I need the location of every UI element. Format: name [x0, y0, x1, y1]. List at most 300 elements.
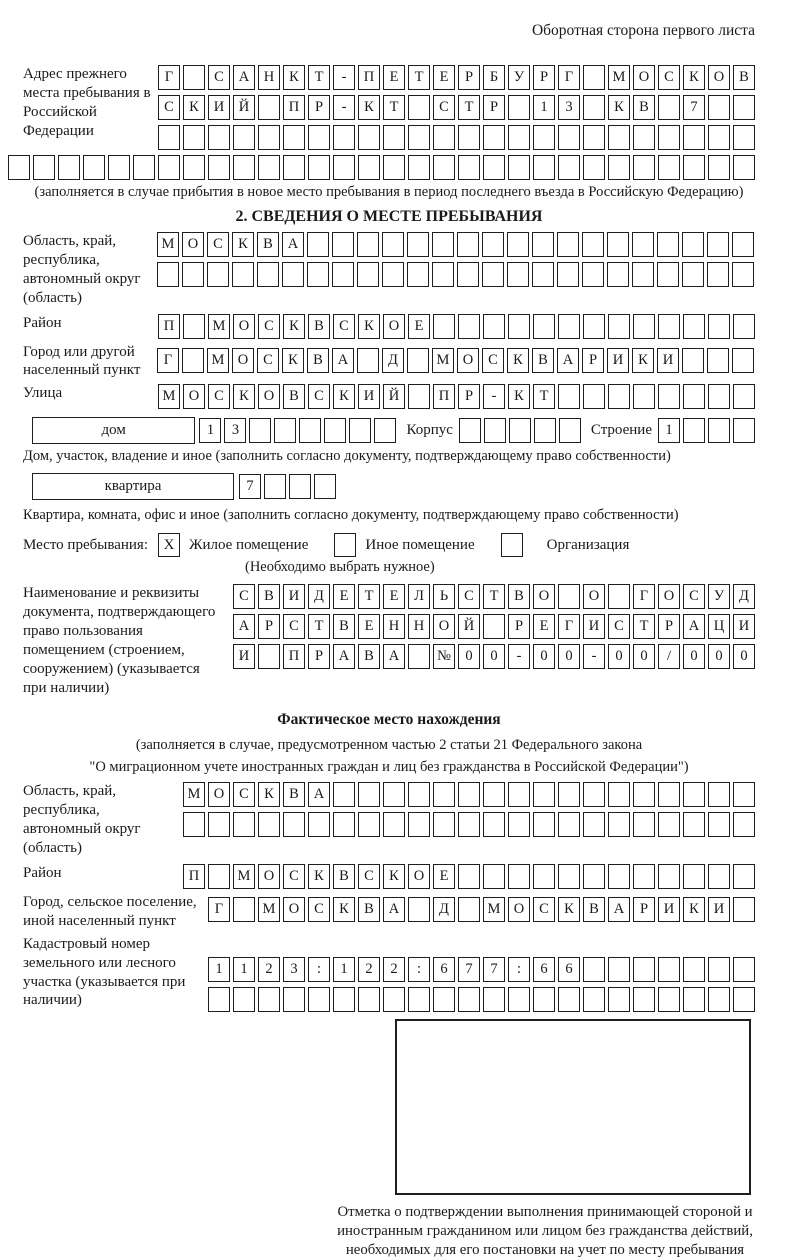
char-cell[interactable]: 7: [683, 95, 705, 120]
char-cell[interactable]: [207, 262, 229, 287]
char-cell[interactable]: О: [508, 897, 530, 922]
char-cell[interactable]: [733, 418, 755, 443]
char-cell[interactable]: С: [358, 864, 380, 889]
char-cell[interactable]: 6: [533, 957, 555, 982]
char-cell[interactable]: [408, 384, 430, 409]
char-cell[interactable]: [433, 314, 455, 339]
char-cell[interactable]: [483, 614, 505, 639]
char-cell[interactable]: [358, 155, 380, 180]
char-cell[interactable]: [233, 812, 255, 837]
char-cell[interactable]: 1: [533, 95, 555, 120]
char-cell[interactable]: [208, 987, 230, 1012]
char-cell[interactable]: К: [358, 314, 380, 339]
char-cell[interactable]: [683, 125, 705, 150]
char-cell[interactable]: [307, 262, 329, 287]
char-cell[interactable]: [458, 155, 480, 180]
char-cell[interactable]: [683, 987, 705, 1012]
char-cell[interactable]: [583, 987, 605, 1012]
char-cell[interactable]: Р: [658, 614, 680, 639]
char-cell[interactable]: О: [183, 384, 205, 409]
char-cell[interactable]: Е: [383, 584, 405, 609]
char-cell[interactable]: [533, 155, 555, 180]
char-cell[interactable]: [257, 262, 279, 287]
char-cell[interactable]: С: [233, 782, 255, 807]
char-cell[interactable]: [708, 782, 730, 807]
char-cell[interactable]: [608, 384, 630, 409]
char-cell[interactable]: [658, 155, 680, 180]
char-cell[interactable]: [183, 155, 205, 180]
char-cell[interactable]: К: [683, 65, 705, 90]
char-cell[interactable]: [532, 262, 554, 287]
char-cell[interactable]: Д: [733, 584, 755, 609]
char-cell[interactable]: С: [208, 65, 230, 90]
char-cell[interactable]: Р: [458, 384, 480, 409]
char-cell[interactable]: [533, 125, 555, 150]
char-cell[interactable]: [558, 782, 580, 807]
char-cell[interactable]: К: [183, 95, 205, 120]
char-cell[interactable]: Е: [333, 584, 355, 609]
char-cell[interactable]: С: [458, 584, 480, 609]
char-cell[interactable]: О: [708, 65, 730, 90]
char-cell[interactable]: [558, 864, 580, 889]
char-cell[interactable]: [432, 232, 454, 257]
char-cell[interactable]: 1: [233, 957, 255, 982]
char-cell[interactable]: [349, 418, 371, 443]
char-cell[interactable]: [258, 644, 280, 669]
char-cell[interactable]: Г: [157, 348, 179, 373]
char-cell[interactable]: [458, 987, 480, 1012]
char-cell[interactable]: [358, 782, 380, 807]
char-cell[interactable]: [133, 155, 155, 180]
char-cell[interactable]: [608, 125, 630, 150]
char-cell[interactable]: [407, 262, 429, 287]
char-cell[interactable]: [683, 782, 705, 807]
char-cell[interactable]: [708, 384, 730, 409]
char-cell[interactable]: [407, 348, 429, 373]
char-cell[interactable]: [583, 384, 605, 409]
char-cell[interactable]: [333, 125, 355, 150]
char-cell[interactable]: М: [207, 348, 229, 373]
char-cell[interactable]: О: [258, 384, 280, 409]
char-cell[interactable]: -: [483, 384, 505, 409]
char-cell[interactable]: [658, 314, 680, 339]
char-cell[interactable]: [483, 812, 505, 837]
char-cell[interactable]: Т: [483, 584, 505, 609]
char-cell[interactable]: [707, 232, 729, 257]
char-cell[interactable]: [33, 155, 55, 180]
char-cell[interactable]: Е: [533, 614, 555, 639]
char-cell[interactable]: [459, 418, 481, 443]
char-cell[interactable]: [458, 864, 480, 889]
char-cell[interactable]: [583, 864, 605, 889]
char-cell[interactable]: [374, 418, 396, 443]
char-cell[interactable]: [583, 812, 605, 837]
char-cell[interactable]: О: [283, 897, 305, 922]
char-cell[interactable]: [558, 812, 580, 837]
char-cell[interactable]: [557, 232, 579, 257]
char-cell[interactable]: [508, 155, 530, 180]
char-cell[interactable]: А: [557, 348, 579, 373]
char-cell[interactable]: [533, 782, 555, 807]
char-cell[interactable]: Р: [308, 644, 330, 669]
char-cell[interactable]: И: [733, 614, 755, 639]
char-cell[interactable]: [308, 987, 330, 1012]
char-cell[interactable]: [408, 155, 430, 180]
char-cell[interactable]: Р: [308, 95, 330, 120]
char-cell[interactable]: 6: [558, 957, 580, 982]
char-cell[interactable]: [708, 418, 730, 443]
char-cell[interactable]: Н: [383, 614, 405, 639]
char-cell[interactable]: [733, 384, 755, 409]
char-cell[interactable]: [383, 782, 405, 807]
char-cell[interactable]: К: [508, 384, 530, 409]
char-cell[interactable]: И: [233, 644, 255, 669]
char-cell[interactable]: [183, 314, 205, 339]
char-cell[interactable]: [733, 987, 755, 1012]
char-cell[interactable]: С: [158, 95, 180, 120]
char-cell[interactable]: [658, 957, 680, 982]
char-cell[interactable]: [233, 125, 255, 150]
char-cell[interactable]: [658, 987, 680, 1012]
char-cell[interactable]: Т: [358, 584, 380, 609]
char-cell[interactable]: [483, 864, 505, 889]
char-cell[interactable]: С: [683, 584, 705, 609]
char-cell[interactable]: [508, 314, 530, 339]
char-cell[interactable]: [208, 812, 230, 837]
char-cell[interactable]: [658, 812, 680, 837]
dom-box[interactable]: дом: [32, 417, 195, 444]
char-cell[interactable]: [289, 474, 311, 499]
char-cell[interactable]: В: [333, 614, 355, 639]
char-cell[interactable]: И: [583, 614, 605, 639]
char-cell[interactable]: [558, 125, 580, 150]
char-cell[interactable]: [733, 314, 755, 339]
char-cell[interactable]: Н: [258, 65, 280, 90]
char-cell[interactable]: О: [208, 782, 230, 807]
char-cell[interactable]: :: [308, 957, 330, 982]
char-cell[interactable]: [283, 125, 305, 150]
char-cell[interactable]: [182, 348, 204, 373]
char-cell[interactable]: 7: [239, 474, 261, 499]
char-cell[interactable]: К: [233, 384, 255, 409]
char-cell[interactable]: [708, 812, 730, 837]
char-cell[interactable]: В: [283, 782, 305, 807]
char-cell[interactable]: А: [333, 644, 355, 669]
char-cell[interactable]: К: [383, 864, 405, 889]
char-cell[interactable]: К: [308, 864, 330, 889]
char-cell[interactable]: А: [282, 232, 304, 257]
char-cell[interactable]: [382, 232, 404, 257]
char-cell[interactable]: [182, 262, 204, 287]
char-cell[interactable]: [657, 232, 679, 257]
char-cell[interactable]: [559, 418, 581, 443]
char-cell[interactable]: [233, 155, 255, 180]
char-cell[interactable]: 0: [483, 644, 505, 669]
char-cell[interactable]: К: [358, 95, 380, 120]
char-cell[interactable]: [158, 125, 180, 150]
checkbox-organizatsiya[interactable]: [501, 533, 523, 557]
char-cell[interactable]: С: [533, 897, 555, 922]
char-cell[interactable]: [708, 155, 730, 180]
char-cell[interactable]: [558, 155, 580, 180]
char-cell[interactable]: С: [283, 614, 305, 639]
char-cell[interactable]: [508, 782, 530, 807]
char-cell[interactable]: О: [182, 232, 204, 257]
char-cell[interactable]: [274, 418, 296, 443]
char-cell[interactable]: У: [508, 65, 530, 90]
char-cell[interactable]: О: [233, 314, 255, 339]
char-cell[interactable]: М: [432, 348, 454, 373]
char-cell[interactable]: 3: [283, 957, 305, 982]
char-cell[interactable]: [382, 262, 404, 287]
char-cell[interactable]: [633, 125, 655, 150]
char-cell[interactable]: [608, 864, 630, 889]
char-cell[interactable]: И: [358, 384, 380, 409]
char-cell[interactable]: [324, 418, 346, 443]
char-cell[interactable]: [333, 812, 355, 837]
char-cell[interactable]: О: [658, 584, 680, 609]
char-cell[interactable]: [8, 155, 30, 180]
char-cell[interactable]: [108, 155, 130, 180]
char-cell[interactable]: О: [533, 584, 555, 609]
char-cell[interactable]: [83, 155, 105, 180]
char-cell[interactable]: С: [433, 95, 455, 120]
char-cell[interactable]: [532, 232, 554, 257]
char-cell[interactable]: [408, 897, 430, 922]
char-cell[interactable]: [433, 125, 455, 150]
char-cell[interactable]: [708, 957, 730, 982]
char-cell[interactable]: [633, 987, 655, 1012]
char-cell[interactable]: [282, 262, 304, 287]
char-cell[interactable]: [58, 155, 80, 180]
char-cell[interactable]: 2: [258, 957, 280, 982]
char-cell[interactable]: Й: [233, 95, 255, 120]
char-cell[interactable]: [507, 262, 529, 287]
char-cell[interactable]: [733, 95, 755, 120]
char-cell[interactable]: -: [333, 95, 355, 120]
char-cell[interactable]: [583, 957, 605, 982]
char-cell[interactable]: Е: [383, 65, 405, 90]
char-cell[interactable]: [457, 262, 479, 287]
char-cell[interactable]: О: [383, 314, 405, 339]
char-cell[interactable]: [509, 418, 531, 443]
char-cell[interactable]: С: [308, 897, 330, 922]
char-cell[interactable]: [582, 262, 604, 287]
char-cell[interactable]: [407, 232, 429, 257]
char-cell[interactable]: Т: [458, 95, 480, 120]
char-cell[interactable]: [707, 348, 729, 373]
char-cell[interactable]: А: [308, 782, 330, 807]
char-cell[interactable]: С: [308, 384, 330, 409]
char-cell[interactable]: [708, 864, 730, 889]
char-cell[interactable]: В: [308, 314, 330, 339]
char-cell[interactable]: Р: [483, 95, 505, 120]
char-cell[interactable]: К: [683, 897, 705, 922]
char-cell[interactable]: С: [283, 864, 305, 889]
char-cell[interactable]: [708, 95, 730, 120]
char-cell[interactable]: Д: [382, 348, 404, 373]
char-cell[interactable]: Т: [308, 65, 330, 90]
char-cell[interactable]: А: [383, 644, 405, 669]
char-cell[interactable]: [408, 782, 430, 807]
char-cell[interactable]: Р: [533, 65, 555, 90]
char-cell[interactable]: [708, 125, 730, 150]
char-cell[interactable]: К: [282, 348, 304, 373]
char-cell[interactable]: :: [408, 957, 430, 982]
char-cell[interactable]: [732, 348, 754, 373]
char-cell[interactable]: П: [283, 644, 305, 669]
char-cell[interactable]: [258, 987, 280, 1012]
char-cell[interactable]: Т: [308, 614, 330, 639]
char-cell[interactable]: [658, 864, 680, 889]
char-cell[interactable]: Д: [308, 584, 330, 609]
char-cell[interactable]: [308, 812, 330, 837]
char-cell[interactable]: 2: [383, 957, 405, 982]
char-cell[interactable]: [333, 782, 355, 807]
char-cell[interactable]: [708, 314, 730, 339]
kvartira-box[interactable]: квартира: [32, 473, 234, 500]
char-cell[interactable]: О: [457, 348, 479, 373]
char-cell[interactable]: Е: [433, 65, 455, 90]
char-cell[interactable]: [258, 125, 280, 150]
char-cell[interactable]: [608, 782, 630, 807]
char-cell[interactable]: [608, 812, 630, 837]
char-cell[interactable]: П: [183, 864, 205, 889]
char-cell[interactable]: К: [333, 897, 355, 922]
char-cell[interactable]: [357, 232, 379, 257]
char-cell[interactable]: А: [332, 348, 354, 373]
char-cell[interactable]: [232, 262, 254, 287]
char-cell[interactable]: В: [283, 384, 305, 409]
char-cell[interactable]: [733, 782, 755, 807]
char-cell[interactable]: [457, 232, 479, 257]
char-cell[interactable]: Т: [633, 614, 655, 639]
char-cell[interactable]: [583, 125, 605, 150]
char-cell[interactable]: И: [208, 95, 230, 120]
char-cell[interactable]: С: [233, 584, 255, 609]
char-cell[interactable]: [733, 125, 755, 150]
char-cell[interactable]: О: [232, 348, 254, 373]
char-cell[interactable]: [608, 155, 630, 180]
char-cell[interactable]: 1: [333, 957, 355, 982]
char-cell[interactable]: Н: [408, 614, 430, 639]
char-cell[interactable]: [183, 812, 205, 837]
char-cell[interactable]: [183, 125, 205, 150]
char-cell[interactable]: [683, 418, 705, 443]
char-cell[interactable]: Ь: [433, 584, 455, 609]
char-cell[interactable]: В: [258, 584, 280, 609]
char-cell[interactable]: А: [608, 897, 630, 922]
char-cell[interactable]: [264, 474, 286, 499]
char-cell[interactable]: [458, 125, 480, 150]
char-cell[interactable]: И: [607, 348, 629, 373]
char-cell[interactable]: [733, 864, 755, 889]
char-cell[interactable]: [332, 232, 354, 257]
char-cell[interactable]: 1: [199, 418, 221, 443]
char-cell[interactable]: 2: [358, 957, 380, 982]
char-cell[interactable]: 0: [458, 644, 480, 669]
char-cell[interactable]: М: [608, 65, 630, 90]
char-cell[interactable]: [608, 987, 630, 1012]
char-cell[interactable]: М: [233, 864, 255, 889]
char-cell[interactable]: 7: [458, 957, 480, 982]
char-cell[interactable]: [357, 262, 379, 287]
char-cell[interactable]: [508, 987, 530, 1012]
char-cell[interactable]: Т: [383, 95, 405, 120]
char-cell[interactable]: [308, 125, 330, 150]
char-cell[interactable]: [358, 125, 380, 150]
char-cell[interactable]: К: [283, 314, 305, 339]
char-cell[interactable]: [283, 812, 305, 837]
char-cell[interactable]: [633, 957, 655, 982]
char-cell[interactable]: [333, 987, 355, 1012]
char-cell[interactable]: 0: [683, 644, 705, 669]
char-cell[interactable]: С: [482, 348, 504, 373]
char-cell[interactable]: К: [232, 232, 254, 257]
char-cell[interactable]: [632, 262, 654, 287]
char-cell[interactable]: [483, 987, 505, 1012]
checkbox-zhiloe[interactable]: X: [158, 533, 180, 557]
char-cell[interactable]: А: [233, 614, 255, 639]
char-cell[interactable]: Е: [358, 614, 380, 639]
char-cell[interactable]: Г: [158, 65, 180, 90]
char-cell[interactable]: [558, 314, 580, 339]
char-cell[interactable]: [732, 232, 754, 257]
char-cell[interactable]: И: [658, 897, 680, 922]
char-cell[interactable]: О: [408, 864, 430, 889]
char-cell[interactable]: П: [283, 95, 305, 120]
char-cell[interactable]: С: [257, 348, 279, 373]
char-cell[interactable]: А: [233, 65, 255, 90]
char-cell[interactable]: [633, 864, 655, 889]
char-cell[interactable]: [208, 864, 230, 889]
char-cell[interactable]: В: [358, 644, 380, 669]
char-cell[interactable]: [683, 864, 705, 889]
char-cell[interactable]: [508, 812, 530, 837]
char-cell[interactable]: П: [358, 65, 380, 90]
char-cell[interactable]: [233, 987, 255, 1012]
char-cell[interactable]: [433, 812, 455, 837]
char-cell[interactable]: [482, 262, 504, 287]
char-cell[interactable]: [583, 95, 605, 120]
char-cell[interactable]: [307, 232, 329, 257]
char-cell[interactable]: [583, 314, 605, 339]
char-cell[interactable]: К: [507, 348, 529, 373]
char-cell[interactable]: Й: [383, 384, 405, 409]
char-cell[interactable]: О: [258, 864, 280, 889]
char-cell[interactable]: [534, 418, 556, 443]
char-cell[interactable]: [733, 957, 755, 982]
char-cell[interactable]: [658, 95, 680, 120]
char-cell[interactable]: [708, 987, 730, 1012]
char-cell[interactable]: И: [708, 897, 730, 922]
char-cell[interactable]: [358, 987, 380, 1012]
char-cell[interactable]: Г: [208, 897, 230, 922]
char-cell[interactable]: Т: [408, 65, 430, 90]
char-cell[interactable]: [508, 125, 530, 150]
char-cell[interactable]: [583, 65, 605, 90]
char-cell[interactable]: [458, 782, 480, 807]
char-cell[interactable]: [157, 262, 179, 287]
char-cell[interactable]: [633, 384, 655, 409]
char-cell[interactable]: [583, 782, 605, 807]
char-cell[interactable]: [632, 232, 654, 257]
char-cell[interactable]: [633, 782, 655, 807]
char-cell[interactable]: -: [583, 644, 605, 669]
char-cell[interactable]: [508, 95, 530, 120]
char-cell[interactable]: Ц: [708, 614, 730, 639]
char-cell[interactable]: [299, 418, 321, 443]
